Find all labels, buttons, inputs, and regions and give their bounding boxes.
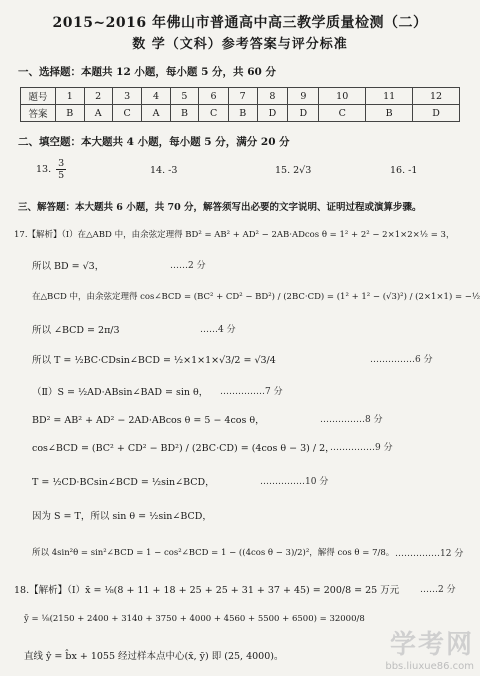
table-cell: D	[288, 105, 319, 122]
table-cell: 10	[319, 88, 366, 105]
q17-line10: 因为 S = T，所以 sin θ = ½sin∠BCD，	[32, 511, 212, 522]
watermark-url: bbs.liuxue86.com	[385, 661, 474, 672]
table-cell: 6	[199, 88, 229, 105]
table-cell: C	[319, 105, 366, 122]
watermark	[385, 624, 474, 672]
q17-line4: 所以 ∠BCD = 2π/3	[32, 325, 120, 336]
table-cell: C	[112, 105, 142, 122]
section2-heading: 二、填空题：本大题共 4 小题，每小题 5 分，满分 20 分	[18, 136, 290, 148]
table-cell: A	[84, 105, 112, 122]
table-cell: 8	[257, 88, 288, 105]
q17-line6: （Ⅱ）S = ½AD·ABsin∠BAD = sin θ，	[32, 387, 209, 398]
table-cell: C	[199, 105, 229, 122]
q18-line3: 直线 ŷ = b̂x + 1055 经过样本点中心(x̄, ȳ) 即 (25, 4000)。	[24, 651, 284, 662]
points-mark: ……………10 分	[260, 477, 329, 487]
table-cell: B	[228, 105, 257, 122]
table-cell: D	[413, 105, 460, 122]
table-cell: 3	[112, 88, 142, 105]
fill-answer-13: 13. $\frac{3}{5}$	[36, 158, 65, 181]
points-mark: ……2 分	[420, 585, 456, 595]
table-cell: 9	[288, 88, 319, 105]
table-cell: 11	[366, 88, 413, 105]
points-mark: ……………8 分	[320, 415, 383, 425]
table-cell: 5	[170, 88, 199, 105]
watermark-logo: 学考网	[389, 630, 474, 660]
q17-line1: 17.【解析】（Ⅰ）在△ABD 中，由余弦定理得 BD² = AB² + AD² − 2AB·ADcos θ = 1² + 2² − 2×1×2×½ = 3，	[14, 230, 455, 240]
table-cell: B	[366, 105, 413, 122]
row-label: 答案	[21, 105, 56, 122]
row-label: 题号	[21, 88, 56, 105]
q17-line11: 所以 4sin²θ = sin²∠BCD = 1 − cos²∠BCD = 1 − ((4cos θ − 3)/2)²，解得 cos θ = 7/8。	[32, 548, 395, 558]
fill-answer-15: 15. 2√3	[275, 165, 312, 176]
section1-heading: 一、选择题：本题共 12 小题，每小题 5 分，共 60 分	[18, 66, 276, 78]
section3-heading: 三、解答题：本大题共 6 小题，共 70 分，解答须写出必要的文字说明、证明过程或演算步骤。	[18, 202, 422, 213]
answer-table	[20, 87, 460, 122]
q17-line8: cos∠BCD = (BC² + CD² − BD²) / (2BC·CD) = (4cos θ − 3) / 2，	[32, 443, 335, 454]
fill-answer-16: 16. -1	[390, 165, 418, 176]
q17-line9: T = ½CD·BCsin∠BCD = ½sin∠BCD，	[32, 477, 215, 488]
points-mark: ……………7 分	[220, 387, 283, 397]
points-mark: ……4 分	[200, 325, 236, 335]
points-mark: ……………12 分	[395, 549, 464, 559]
table-cell: D	[257, 105, 288, 122]
points-mark: ……………6 分	[370, 355, 433, 365]
table-row-numbers	[21, 88, 460, 105]
table-cell: 12	[413, 88, 460, 105]
points-mark: ……2 分	[170, 261, 206, 271]
q18-line1: 18.【解析】（Ⅰ）x̄ = ⅛(8 + 11 + 18 + 25 + 25 + 31 + 37 + 45) = 200/8 = 25 万元	[14, 585, 400, 596]
table-cell: B	[56, 105, 85, 122]
table-cell: 1	[56, 88, 85, 105]
points-mark: ……………9 分	[330, 443, 393, 453]
table-cell: A	[142, 105, 170, 122]
q17-line7: BD² = AB² + AD² − 2AD·ABcos θ = 5 − 4cos θ，	[32, 415, 265, 426]
table-row-answers	[21, 105, 460, 122]
table-cell: 2	[84, 88, 112, 105]
table-cell: 4	[142, 88, 170, 105]
q17-line5: 所以 T = ½BC·CDsin∠BCD = ½×1×1×√3/2 = √3/4	[32, 355, 276, 366]
table-cell: B	[170, 105, 199, 122]
fraction: $\frac{3}{5}$	[58, 158, 65, 181]
table-cell: 7	[228, 88, 257, 105]
q17-line3: 在△BCD 中，由余弦定理得 cos∠BCD = (BC² + CD² − BD²) / (2BC·CD) = (1² + 1² − (√3)²) / (2×1×1) = −½	[32, 292, 480, 302]
page-subtitle: 数 学（文科）参考答案与评分标准	[132, 37, 348, 52]
q18-line2: ȳ = ⅛(2150 + 2400 + 3140 + 3750 + 4000 + 4560 + 5500 + 6500) = 32000/8	[24, 614, 365, 624]
q17-line2: 所以 BD = √3，	[32, 261, 105, 272]
fill-answer-14: 14. -3	[150, 165, 178, 176]
page-title: 2015~2016 年佛山市普通高中高三教学质量检测（二）	[52, 15, 428, 31]
